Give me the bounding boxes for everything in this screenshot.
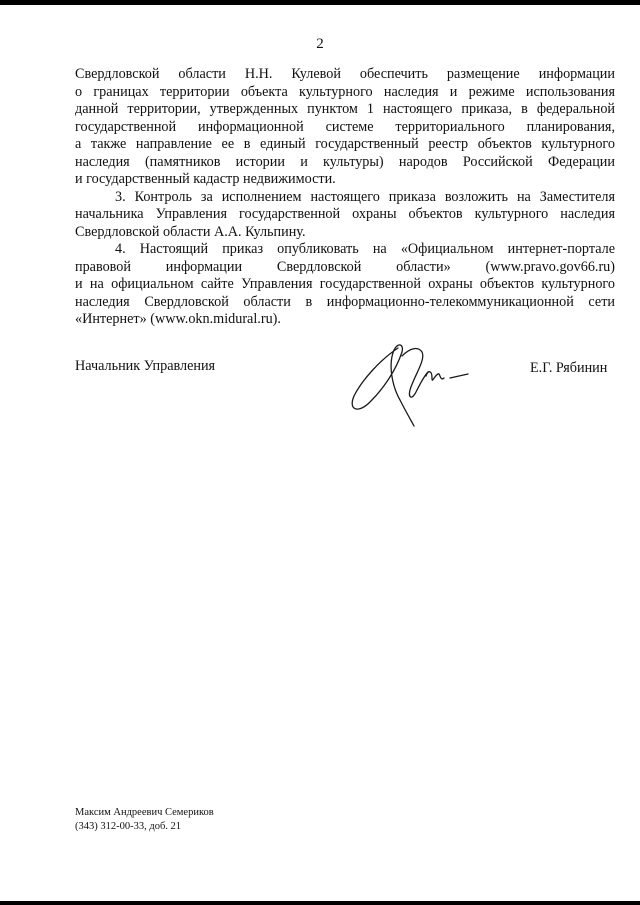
text-line: а также направление ее в единый государственный реестр объектов культурного: [75, 136, 615, 152]
page-number: 2: [316, 36, 324, 52]
paragraph-3: [75, 189, 615, 242]
text-line: наследия Свердловской области в информационно-телекоммуникационной сети: [75, 293, 615, 310]
document-body: [75, 66, 615, 329]
text-line: Свердловской области А.А. Кульпину.: [75, 223, 306, 240]
text-line: и государственный кадастр недвижимости.: [75, 171, 336, 187]
paragraph-2-continuation: [75, 66, 615, 189]
signature: [340, 330, 480, 430]
executor-phone: (343) 312-00-33, доб. 21: [75, 821, 182, 832]
text-line: Свердловской области Н.Н. Кулевой обеспечить размещение информации: [75, 66, 615, 82]
text-line: о границах территории объекта культурного наследия и режиме использования: [75, 83, 615, 100]
text-line: данной территории, утвержденных пунктом 1 настоящего приказа, в федеральной: [75, 101, 615, 117]
text-line: правовой информации Свердловской области» (www.pravo.gov66.ru): [75, 258, 615, 275]
text-line: и на официальном сайте Управления государственной охраны объектов культурного: [75, 276, 615, 292]
text-line: наследия (памятников истории и культуры) народов Российской Федерации: [75, 153, 615, 170]
scan-edge-top: [0, 0, 640, 5]
text-line: начальника Управления государственной охраны объектов культурного наследия: [75, 206, 615, 222]
text-line: «Интернет» (www.okn.midural.ru).: [75, 311, 281, 327]
signatory-name: Е.Г. Рябинин: [530, 360, 608, 376]
text-line: государственной информационной системе территориального планирования,: [75, 118, 615, 135]
executor-name: Максим Андреевич Семериков: [75, 807, 214, 818]
text-line: 3. Контроль за исполнением настоящего приказа возложить на Заместителя: [115, 188, 615, 205]
scan-edge-bottom: [0, 901, 640, 905]
paragraph-4: [75, 241, 615, 329]
text-line: 4. Настоящий приказ опубликовать на «Официальном интернет-портале: [115, 241, 615, 257]
signatory-title: Начальник Управления: [75, 358, 216, 374]
executor-info: [75, 806, 214, 834]
